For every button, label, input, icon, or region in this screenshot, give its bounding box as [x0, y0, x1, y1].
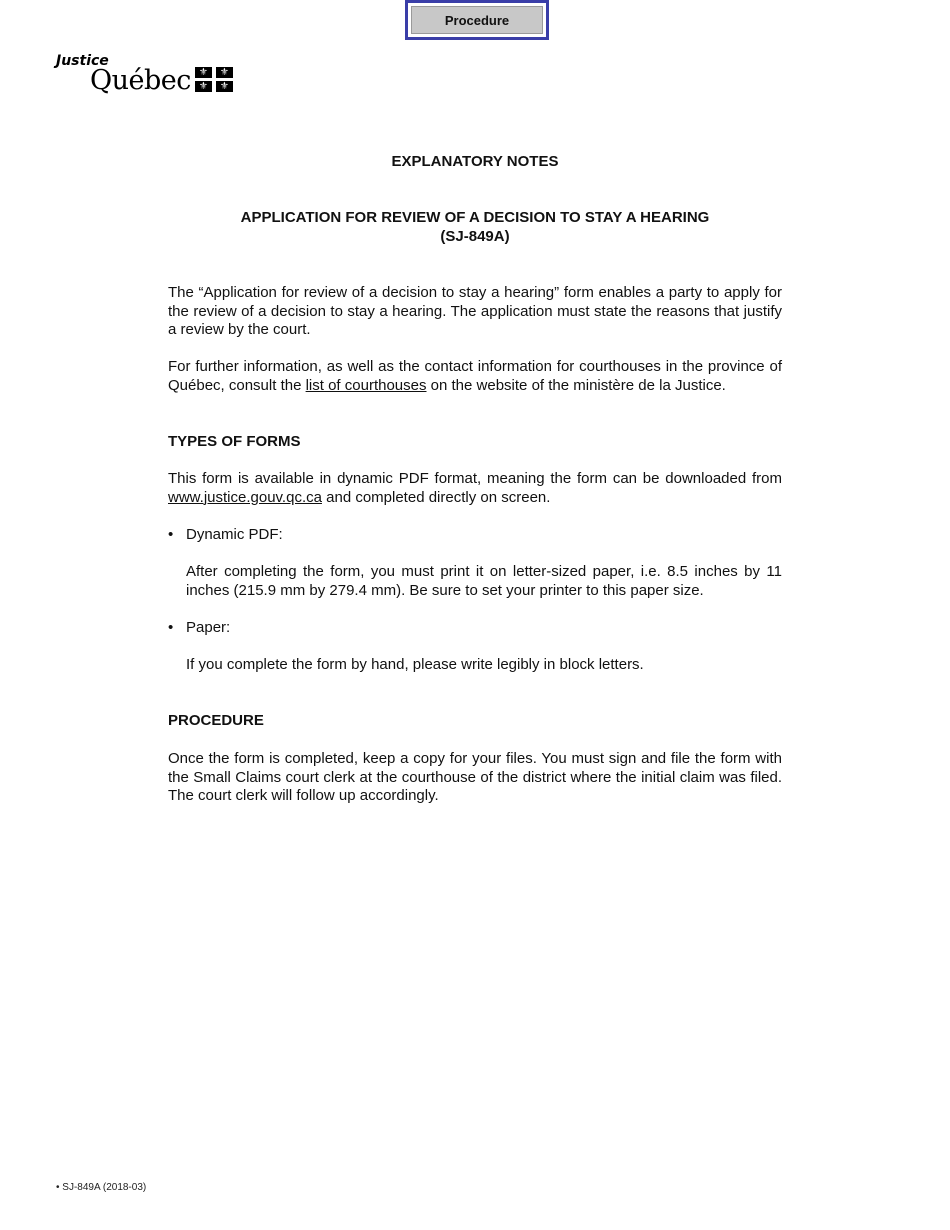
procedure-paragraph: Once the form is completed, keep a copy for your files. You must sign and file the form with the Small Claims court clerk at the courthouse of the district where the initial claim was filed. The court clerk will follow up accordingly. [168, 750, 782, 804]
further-info-text-end: on the website of the ministère de la Justice. [426, 376, 726, 394]
explanatory-notes-heading: EXPLANATORY NOTES [391, 153, 559, 170]
fleur-de-lis-icon: ⚜ [195, 67, 212, 78]
courthouses-link[interactable]: list of courthouses [305, 376, 427, 394]
logo-justice-text: Justice [56, 53, 109, 69]
justice-quebec-logo [56, 53, 246, 101]
bullet-icon: • [168, 526, 174, 543]
procedure-button-label: Procedure [411, 6, 543, 34]
form-footer-code: • SJ-849A (2018-03) [56, 1182, 147, 1193]
fleur-de-lis-icon: ⚜ [216, 67, 233, 78]
paper-text: If you complete the form by hand, please write legibly in block letters. [186, 656, 644, 673]
types-paragraph [168, 470, 782, 507]
bullet-icon: • [168, 619, 174, 636]
dynamic-pdf-text: After completing the form, you must print it on letter-sized paper, i.e. 8.5 inches by 11 inches (215.9 mm by 279.4 mm). Be sure to set your printer to this paper size. [186, 563, 782, 599]
types-text-end: and completed directly on screen. [321, 488, 551, 506]
bullet-label: Dynamic PDF: [186, 526, 283, 543]
form-title: APPLICATION FOR REVIEW OF A DECISION TO STAY A HEARING [240, 209, 710, 226]
bullet-label: Paper: [186, 619, 231, 636]
procedure-heading: PROCEDURE [168, 712, 264, 729]
justice-website-link[interactable]: www.justice.gouv.qc.ca [168, 488, 322, 506]
form-code: (SJ-849A) [440, 228, 510, 245]
types-text: This form is available in dynamic PDF format, meaning the form can be downloaded from [168, 470, 782, 487]
further-info-text: For further information, as well as the contact information for courthouses in the province of Québec, consult the [168, 358, 782, 394]
quebec-flag-icon [195, 67, 237, 95]
types-of-forms-heading: TYPES OF FORMS [168, 433, 301, 450]
fleur-de-lis-icon: ⚜ [216, 81, 233, 92]
fleur-de-lis-icon: ⚜ [195, 81, 212, 92]
intro-paragraph: The “Application for review of a decision to stay a hearing” form enables a party to apply for the review of a decision to stay a hearing. The application must state the reasons that justify a review by the court. [168, 284, 782, 338]
procedure-button[interactable] [405, 0, 549, 40]
logo-quebec-text: Québec [90, 65, 191, 96]
further-info-paragraph [168, 358, 782, 395]
